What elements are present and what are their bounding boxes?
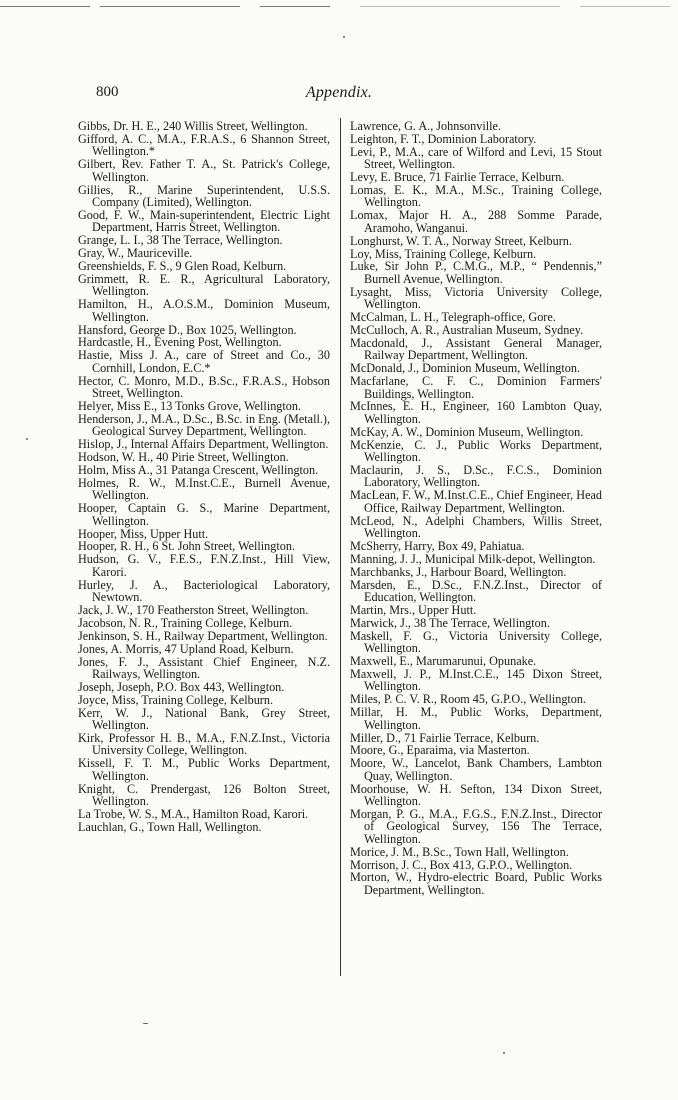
scan-top-edge (0, 6, 678, 8)
directory-entry: Maxwell, J. P., M.Inst.C.E., 145 Dixon Street, Wellington. (350, 666, 602, 694)
directory-entry: Henderson, J., M.A., D.Sc., B.Sc. in Eng. (Metall.), Geological Survey Department, Wellington. (78, 411, 330, 439)
directory-entry: Martin, Mrs., Upper Hutt. (350, 602, 477, 617)
page-header (0, 84, 678, 106)
directory-entry: McCalman, L. H., Telegraph-office, Gore. (350, 310, 556, 325)
directory-entry: Knight, C. Prendergast, 126 Bolton Street, Wellington. (78, 781, 330, 809)
directory-entry: Greenshields, F. S., 9 Glen Road, Kelburn. (78, 258, 287, 273)
directory-entry: Hamilton, H., A.O.S.M., Dominion Museum, Wellington. (78, 297, 330, 324)
directory-entry: Gillies, R., Marine Superintendent, U.S.S. Company (Limited), Wellington. (78, 182, 330, 209)
directory-entry: Macfarlane, C. F. C., Dominion Farmers' Buildings, Wellington. (350, 374, 602, 401)
directory-entry: Gilbert, Rev. Father T. A., St. Patrick's College, Wellington. (78, 157, 330, 184)
directory-entry: Jones, F. J., Assistant Chief Engineer, N.Z. Railways, Wellington. (78, 654, 330, 681)
directory-entry: Loy, Miss, Training College, Kelburn. (350, 246, 537, 261)
directory-entry: McInnes, E. H., Engineer, 160 Lambton Quay, Wellington. (350, 399, 602, 426)
directory-entry: Leighton, F. T., Dominion Laboratory. (350, 131, 537, 146)
directory-entry: Hooper, Miss, Upper Hutt. (78, 526, 209, 541)
directory-entry: Marchbanks, J., Harbour Board, Wellington. (350, 564, 567, 579)
column-divider (340, 118, 341, 976)
directory-entry: Morrison, J. C., Box 413, G.P.O., Wellington. (350, 857, 573, 872)
directory-entry: Longhurst, W. T. A., Norway Street, Kelburn. (350, 233, 572, 248)
directory-entry: Kirk, Professor H. B., M.A., F.N.Z.Inst., Victoria University College, Wellington. (78, 731, 330, 758)
directory-entry: Grange, L. I., 38 The Terrace, Wellington. (78, 233, 283, 248)
directory-entry: Jenkinson, S. H., Railway Department, Wellington. (78, 628, 328, 643)
directory-entry: Helyer, Miss E., 13 Tonks Grove, Wellington. (78, 398, 302, 413)
right-column (350, 120, 602, 897)
directory-entry: Hudson, G. V., F.E.S., F.N.Z.Inst., Hill View, Karori. (78, 552, 330, 579)
directory-entry: Lomax, Major H. A., 288 Somme Parade, Aramoho, Wanganui. (350, 208, 602, 235)
directory-entry: Jones, A. Morris, 47 Upland Road, Kelburn. (78, 641, 294, 656)
directory-entry: Hastie, Miss J. A., care of Street and Co., 30 Cornhill, London, E.C.* (78, 348, 330, 375)
directory-entry: Morgan, P. G., M.A., F.G.S., F.N.Z.Inst., Director of Geological Survey, 156 The Terrace, Wellington. (350, 806, 602, 846)
directory-entry: Miller, D., 71 Fairlie Terrace, Kelburn. (350, 730, 540, 745)
directory-entry: Miles, P. C. V. R., Room 45, G.P.O., Wellington. (350, 692, 587, 707)
directory-entry: Maxwell, E., Marumarunui, Opunake. (350, 654, 537, 669)
directory-entry: Lawrence, G. A., Johnsonville. (350, 119, 501, 133)
directory-entry: Hansford, George D., Box 1025, Wellington. (78, 322, 297, 337)
directory-entry: Jack, J. W., 170 Featherston Street, Wellington. (78, 602, 309, 617)
directory-entry: Morton, W., Hydro-electric Board, Public Works Department, Wellington. (350, 870, 602, 897)
directory-entry: Luke, Sir John P., C.M.G., M.P., “ Pendennis,” Burnell Avenue, Wellington. (350, 259, 602, 286)
directory-entry: Gibbs, Dr. H. E., 240 Willis Street, Wellington. (78, 119, 308, 133)
directory-entry: Levy, E. Bruce, 71 Fairlie Terrace, Kelburn. (350, 170, 565, 185)
directory-entry: Maclaurin, J. S., D.Sc., F.C.S., Dominion Laboratory, Wellington. (350, 462, 602, 490)
directory-entry: Good, F. W., Main-superintendent, Electric Light Department, Harris Street, Wellington. (78, 207, 330, 235)
directory-entry: McLeod, N., Adelphi Chambers, Willis Street, Wellington. (350, 513, 602, 540)
directory-entry: Gifford, A. C., M.A., F.R.A.S., 6 Shannon Street, Wellington.* (78, 131, 330, 159)
left-column (78, 120, 330, 834)
page-number: 800 (96, 84, 119, 100)
directory-entry: Millar, H. M., Public Works, Department, Wellington. (350, 705, 602, 732)
directory-entry: Grimmett, R. E. R., Agricultural Laboratory, Wellington. (78, 271, 330, 299)
directory-entry: Moore, W., Lancelot, Bank Chambers, Lambton Quay, Wellington. (350, 756, 602, 783)
scan-speck (26, 438, 28, 440)
directory-entry: Lysaght, Miss, Victoria University College, Wellington. (350, 284, 602, 312)
directory-entry: Moorhouse, W. H. Sefton, 134 Dixon Street, Wellington. (350, 781, 602, 809)
scan-speck (143, 1023, 148, 1024)
directory-entry: Lauchlan, G., Town Hall, Wellington. (78, 819, 262, 834)
directory-entry: Lomas, E. K., M.A., M.Sc., Training College, Wellington. (350, 183, 602, 210)
directory-entry: Marsden, E., D.Sc., F.N.Z.Inst., Director of Education, Wellington. (350, 577, 602, 605)
directory-entry: McDonald, J., Dominion Museum, Wellington. (350, 361, 581, 376)
directory-entry: Hislop, J., Internal Affairs Department, Wellington. (78, 437, 329, 452)
directory-entry: Jacobson, N. R., Training College, Kelburn. (78, 615, 293, 630)
directory-entry: Kissell, F. T. M., Public Works Department, Wellington. (78, 756, 330, 783)
directory-entry: Hooper, R. H., 6 St. John Street, Wellington. (78, 539, 295, 554)
directory-entry: Hooper, Captain G. S., Marine Department, Wellington. (78, 501, 330, 528)
directory-entry: Moore, G., Eparaima, via Masterton. (350, 743, 530, 758)
directory-entry: McCulloch, A. R., Australian Museum, Sydney. (350, 323, 584, 337)
directory-entry: Kerr, W. J., National Bank, Grey Street, Wellington. (78, 705, 330, 733)
scan-speck (503, 1052, 505, 1054)
directory-entry: Hector, C. Monro, M.D., B.Sc., F.R.A.S., Hobson Street, Wellington. (78, 373, 330, 401)
directory-entry: Manning, J. J., Municipal Milk-depot, Wellington. (350, 551, 596, 566)
directory-entry: Hurley, J. A., Bacteriological Laboratory, Newtown. (78, 577, 330, 605)
directory-entry: McKenzie, C. J., Public Works Department, Wellington. (350, 437, 602, 465)
directory-entry: Hodson, W. H., 40 Pirie Street, Wellington. (78, 450, 289, 465)
directory-entry: Maskell, F. G., Victoria University College, Wellington. (350, 628, 602, 656)
directory-entry: Levi, P., M.A., care of Wilford and Levi, 15 Stout Street, Wellington. (350, 144, 602, 172)
directory-entry: McKay, A. W., Dominion Museum, Wellington. (350, 424, 584, 439)
scan-speck (343, 36, 345, 38)
directory-entry: Gray, W., Mauriceville. (78, 246, 193, 261)
directory-entry: Morice, J. M., B.Sc., Town Hall, Wellington. (350, 844, 569, 859)
running-title: Appendix. (305, 84, 373, 101)
directory-entry: Macdonald, J., Assistant General Manager, Railway Department, Wellington. (350, 335, 602, 363)
directory-entry: McSherry, Harry, Box 49, Pahiatua. (350, 538, 525, 553)
directory-entry: Joseph, Joseph, P.O. Box 443, Wellington. (78, 679, 285, 694)
directory-entry: MacLean, F. W., M.Inst.C.E., Chief Engineer, Head Office, Railway Department, Wellington. (350, 488, 602, 515)
directory-entry: Hardcastle, H., Evening Post, Wellington. (78, 335, 282, 350)
directory-entry: Marwick, J., 38 The Terrace, Wellington. (350, 615, 550, 630)
directory-entry: La Trobe, W. S., M.A., Hamilton Road, Karori. (78, 806, 309, 821)
directory-entry: Holmes, R. W., M.Inst.C.E., Burnell Avenue, Wellington. (78, 475, 330, 503)
directory-entry: Joyce, Miss, Training College, Kelburn. (78, 692, 273, 707)
directory-entry: Holm, Miss A., 31 Patanga Crescent, Wellington. (78, 462, 319, 477)
